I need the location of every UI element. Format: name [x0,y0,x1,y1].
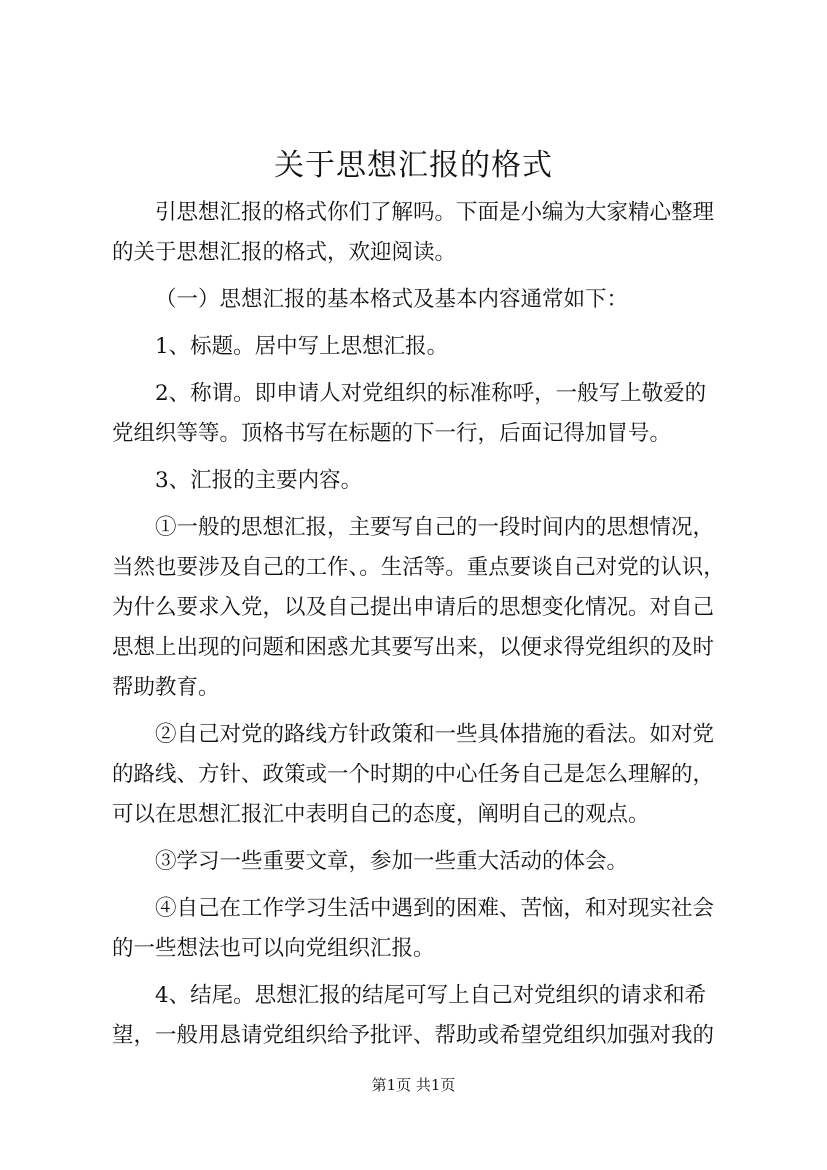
paragraph-line: ②自己对党的路线方针政策和一些具体措施的看法。如对党 [155,722,715,747]
paragraph-line: 的路线、方针、政策或一个时期的中心任务自己是怎么理解的， [112,762,715,787]
paragraph-line: 的一些想法也可以向党组织汇报。 [112,936,435,961]
paragraph-line: ①一般的思想汇报，主要写自己的一段时间内的思想情况， [155,515,715,540]
paragraph-line: 当然也要涉及自己的工作、。生活等。重点要谈自己对党的认识， [112,555,725,580]
paragraph-line: 党组织等等。顶格书写在标题的下一行，后面记得加冒号。 [112,421,672,446]
paragraph-line: 可以在思想汇报汇中表明自己的态度，阐明自己的观点。 [112,802,650,827]
paragraph-line: 思想上出现的问题和困惑尤其要写出来，以便求得党组织的及时 [112,635,715,660]
document-title: 关于思想汇报的格式 [274,148,553,183]
paragraph-line: 望，一般用恳请党组织给予批评、帮助或希望党组织加强对我的 [112,1023,715,1048]
paragraph-line: 引思想汇报的格式你们了解吗。下面是小编为大家精心整理 [155,200,715,225]
paragraph-line: 2、称谓。即申请人对党组织的标准称呼，一般写上敬爱的 [155,381,707,406]
page-number-footer: 第1页 共1页 [371,1076,456,1094]
paragraph-line: 1、标题。居中写上思想汇报。 [155,334,449,359]
paragraph-line: 3、汇报的主要内容。 [155,468,363,493]
paragraph-line: 为什么要求入党，以及自己提出申请后的思想变化情况。对自己 [112,595,715,620]
paragraph-line: （一）思想汇报的基本格式及基本内容通常如下： [155,287,629,312]
paragraph-line: 的关于思想汇报的格式，欢迎阅读。 [112,240,457,265]
paragraph-line: 帮助教育。 [112,675,220,700]
paragraph-line: ③学习一些重要文章，参加一些重大活动的体会。 [155,849,629,874]
paragraph-line: 4、结尾。思想汇报的结尾可写上自己对党组织的请求和希 [155,983,707,1008]
document-body [112,193,725,1056]
paragraph-line: ④自己在工作学习生活中遇到的困难、苦恼，和对现实社会 [155,896,715,921]
